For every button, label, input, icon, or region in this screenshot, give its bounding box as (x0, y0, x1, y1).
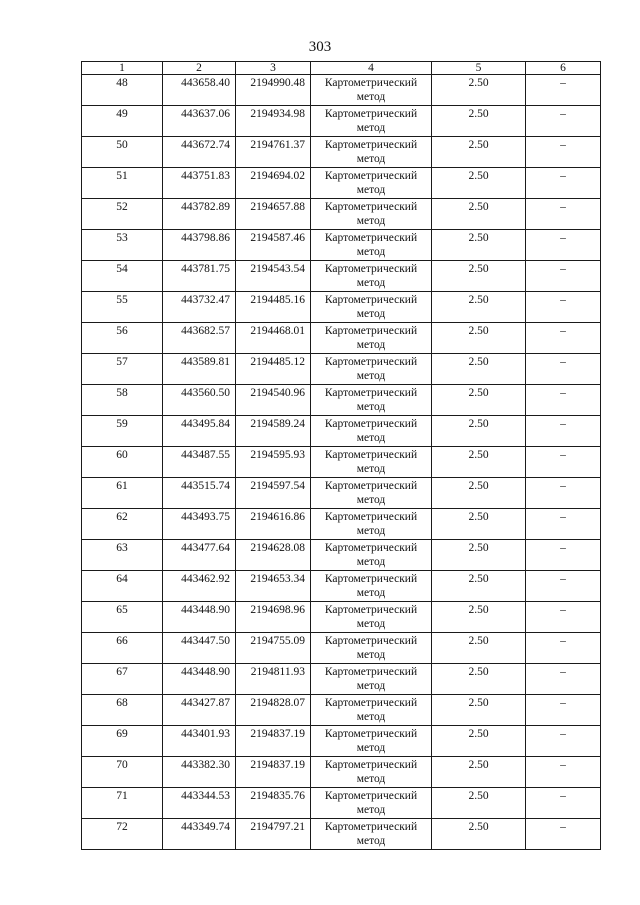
y-coordinate-cell: 2194616.86 (236, 509, 311, 540)
y-coordinate-cell: 2194990.48 (236, 75, 311, 106)
accuracy-cell: 2.50 (432, 571, 526, 602)
table-row (82, 385, 601, 416)
x-coordinate-cell: 443448.90 (163, 602, 236, 633)
note-cell: – (526, 292, 601, 323)
accuracy-cell: 2.50 (432, 416, 526, 447)
method-cell: Картометрический метод (311, 540, 432, 571)
point-number-cell: 64 (82, 571, 163, 602)
y-coordinate-cell: 2194543.54 (236, 261, 311, 292)
table-row (82, 695, 601, 726)
column-header: 2 (163, 62, 236, 75)
note-cell: – (526, 726, 601, 757)
column-header: 6 (526, 62, 601, 75)
note-cell: – (526, 323, 601, 354)
y-coordinate-cell: 2194694.02 (236, 168, 311, 199)
table-row (82, 602, 601, 633)
note-cell: – (526, 354, 601, 385)
point-number-cell: 69 (82, 726, 163, 757)
accuracy-cell: 2.50 (432, 633, 526, 664)
accuracy-cell: 2.50 (432, 292, 526, 323)
note-cell: – (526, 602, 601, 633)
table-row (82, 292, 601, 323)
point-number-cell: 52 (82, 199, 163, 230)
x-coordinate-cell: 443672.74 (163, 137, 236, 168)
column-header: 1 (82, 62, 163, 75)
column-header: 5 (432, 62, 526, 75)
x-coordinate-cell: 443448.90 (163, 664, 236, 695)
table-row (82, 509, 601, 540)
x-coordinate-cell: 443798.86 (163, 230, 236, 261)
x-coordinate-cell: 443477.64 (163, 540, 236, 571)
accuracy-cell: 2.50 (432, 385, 526, 416)
point-number-cell: 50 (82, 137, 163, 168)
method-cell: Картометрический метод (311, 633, 432, 664)
table-row (82, 137, 601, 168)
table-row (82, 447, 601, 478)
point-number-cell: 66 (82, 633, 163, 664)
point-number-cell: 68 (82, 695, 163, 726)
page-number: 303 (308, 39, 332, 55)
y-coordinate-cell: 2194597.54 (236, 478, 311, 509)
table-row (82, 664, 601, 695)
method-cell: Картометрический метод (311, 292, 432, 323)
method-cell: Картометрический метод (311, 509, 432, 540)
note-cell: – (526, 199, 601, 230)
note-cell: – (526, 137, 601, 168)
note-cell: – (526, 819, 601, 850)
point-number-cell: 67 (82, 664, 163, 695)
table-row (82, 75, 601, 106)
note-cell: – (526, 664, 601, 695)
coordinates-table (81, 61, 601, 850)
method-cell: Картометрический метод (311, 230, 432, 261)
table-row (82, 819, 601, 850)
table-row (82, 261, 601, 292)
accuracy-cell: 2.50 (432, 447, 526, 478)
x-coordinate-cell: 443447.50 (163, 633, 236, 664)
y-coordinate-cell: 2194755.09 (236, 633, 311, 664)
x-coordinate-cell: 443493.75 (163, 509, 236, 540)
method-cell: Картометрический метод (311, 106, 432, 137)
y-coordinate-cell: 2194837.19 (236, 726, 311, 757)
method-cell: Картометрический метод (311, 75, 432, 106)
accuracy-cell: 2.50 (432, 757, 526, 788)
method-cell: Картометрический метод (311, 447, 432, 478)
column-header: 4 (311, 62, 432, 75)
method-cell: Картометрический метод (311, 168, 432, 199)
x-coordinate-cell: 443344.53 (163, 788, 236, 819)
method-cell: Картометрический метод (311, 199, 432, 230)
x-coordinate-cell: 443682.57 (163, 323, 236, 354)
accuracy-cell: 2.50 (432, 478, 526, 509)
x-coordinate-cell: 443382.30 (163, 757, 236, 788)
x-coordinate-cell: 443560.50 (163, 385, 236, 416)
method-cell: Картометрический метод (311, 261, 432, 292)
point-number-cell: 71 (82, 788, 163, 819)
y-coordinate-cell: 2194540.96 (236, 385, 311, 416)
note-cell: – (526, 509, 601, 540)
accuracy-cell: 2.50 (432, 354, 526, 385)
table-row (82, 540, 601, 571)
table-header-row (82, 62, 601, 75)
note-cell: – (526, 478, 601, 509)
accuracy-cell: 2.50 (432, 199, 526, 230)
accuracy-cell: 2.50 (432, 819, 526, 850)
point-number-cell: 49 (82, 106, 163, 137)
y-coordinate-cell: 2194587.46 (236, 230, 311, 261)
accuracy-cell: 2.50 (432, 168, 526, 199)
x-coordinate-cell: 443637.06 (163, 106, 236, 137)
table-row (82, 323, 601, 354)
note-cell: – (526, 633, 601, 664)
method-cell: Картометрический метод (311, 385, 432, 416)
y-coordinate-cell: 2194485.16 (236, 292, 311, 323)
point-number-cell: 58 (82, 385, 163, 416)
method-cell: Картометрический метод (311, 695, 432, 726)
note-cell: – (526, 230, 601, 261)
table-row (82, 571, 601, 602)
table-row (82, 354, 601, 385)
y-coordinate-cell: 2194698.96 (236, 602, 311, 633)
method-cell: Картометрический метод (311, 757, 432, 788)
point-number-cell: 53 (82, 230, 163, 261)
accuracy-cell: 2.50 (432, 323, 526, 354)
x-coordinate-cell: 443349.74 (163, 819, 236, 850)
accuracy-cell: 2.50 (432, 261, 526, 292)
table-row (82, 788, 601, 819)
method-cell: Картометрический метод (311, 602, 432, 633)
y-coordinate-cell: 2194628.08 (236, 540, 311, 571)
point-number-cell: 48 (82, 75, 163, 106)
table-row (82, 199, 601, 230)
point-number-cell: 72 (82, 819, 163, 850)
table-row (82, 726, 601, 757)
note-cell: – (526, 75, 601, 106)
method-cell: Картометрический метод (311, 819, 432, 850)
point-number-cell: 54 (82, 261, 163, 292)
note-cell: – (526, 757, 601, 788)
table-body (82, 75, 601, 850)
method-cell: Картометрический метод (311, 571, 432, 602)
table-row (82, 106, 601, 137)
accuracy-cell: 2.50 (432, 509, 526, 540)
table-row (82, 478, 601, 509)
note-cell: – (526, 106, 601, 137)
x-coordinate-cell: 443589.81 (163, 354, 236, 385)
point-number-cell: 62 (82, 509, 163, 540)
note-cell: – (526, 416, 601, 447)
x-coordinate-cell: 443658.40 (163, 75, 236, 106)
point-number-cell: 56 (82, 323, 163, 354)
point-number-cell: 59 (82, 416, 163, 447)
y-coordinate-cell: 2194595.93 (236, 447, 311, 478)
x-coordinate-cell: 443462.92 (163, 571, 236, 602)
method-cell: Картометрический метод (311, 354, 432, 385)
y-coordinate-cell: 2194835.76 (236, 788, 311, 819)
method-cell: Картометрический метод (311, 726, 432, 757)
y-coordinate-cell: 2194837.19 (236, 757, 311, 788)
y-coordinate-cell: 2194657.88 (236, 199, 311, 230)
point-number-cell: 55 (82, 292, 163, 323)
point-number-cell: 70 (82, 757, 163, 788)
point-number-cell: 60 (82, 447, 163, 478)
accuracy-cell: 2.50 (432, 230, 526, 261)
point-number-cell: 57 (82, 354, 163, 385)
point-number-cell: 51 (82, 168, 163, 199)
x-coordinate-cell: 443732.47 (163, 292, 236, 323)
table-row (82, 168, 601, 199)
accuracy-cell: 2.50 (432, 540, 526, 571)
y-coordinate-cell: 2194485.12 (236, 354, 311, 385)
table-row (82, 757, 601, 788)
table-row (82, 633, 601, 664)
method-cell: Картометрический метод (311, 664, 432, 695)
method-cell: Картометрический метод (311, 323, 432, 354)
point-number-cell: 65 (82, 602, 163, 633)
y-coordinate-cell: 2194589.24 (236, 416, 311, 447)
table-row (82, 416, 601, 447)
accuracy-cell: 2.50 (432, 664, 526, 695)
note-cell: – (526, 261, 601, 292)
y-coordinate-cell: 2194828.07 (236, 695, 311, 726)
method-cell: Картометрический метод (311, 416, 432, 447)
x-coordinate-cell: 443515.74 (163, 478, 236, 509)
x-coordinate-cell: 443401.93 (163, 726, 236, 757)
x-coordinate-cell: 443781.75 (163, 261, 236, 292)
accuracy-cell: 2.50 (432, 106, 526, 137)
accuracy-cell: 2.50 (432, 602, 526, 633)
table-row (82, 230, 601, 261)
point-number-cell: 61 (82, 478, 163, 509)
y-coordinate-cell: 2194468.01 (236, 323, 311, 354)
y-coordinate-cell: 2194761.37 (236, 137, 311, 168)
y-coordinate-cell: 2194653.34 (236, 571, 311, 602)
method-cell: Картометрический метод (311, 478, 432, 509)
x-coordinate-cell: 443487.55 (163, 447, 236, 478)
y-coordinate-cell: 2194797.21 (236, 819, 311, 850)
x-coordinate-cell: 443495.84 (163, 416, 236, 447)
accuracy-cell: 2.50 (432, 75, 526, 106)
note-cell: – (526, 385, 601, 416)
method-cell: Картометрический метод (311, 788, 432, 819)
x-coordinate-cell: 443782.89 (163, 199, 236, 230)
accuracy-cell: 2.50 (432, 137, 526, 168)
note-cell: – (526, 168, 601, 199)
note-cell: – (526, 788, 601, 819)
note-cell: – (526, 540, 601, 571)
x-coordinate-cell: 443427.87 (163, 695, 236, 726)
accuracy-cell: 2.50 (432, 788, 526, 819)
column-header: 3 (236, 62, 311, 75)
note-cell: – (526, 447, 601, 478)
y-coordinate-cell: 2194811.93 (236, 664, 311, 695)
method-cell: Картометрический метод (311, 137, 432, 168)
x-coordinate-cell: 443751.83 (163, 168, 236, 199)
accuracy-cell: 2.50 (432, 726, 526, 757)
point-number-cell: 63 (82, 540, 163, 571)
y-coordinate-cell: 2194934.98 (236, 106, 311, 137)
note-cell: – (526, 695, 601, 726)
note-cell: – (526, 571, 601, 602)
accuracy-cell: 2.50 (432, 695, 526, 726)
